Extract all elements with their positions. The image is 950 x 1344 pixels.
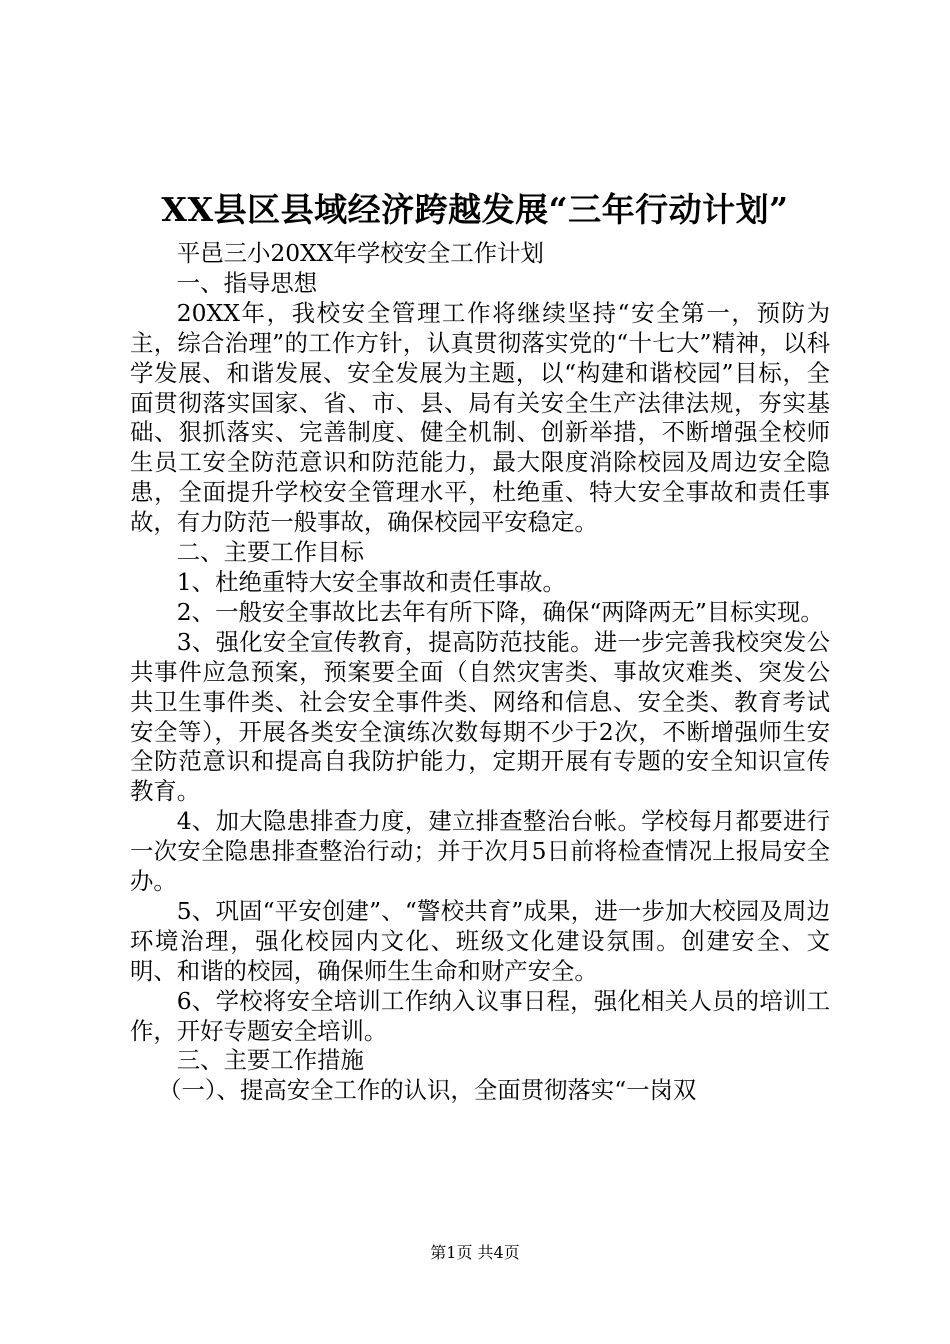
goal-item-4: 4、加大隐患排查力度，建立排查整治台帐。学校每月都要进行一次安全隐患排查整治行动；并于次月5日前将检查情况上报局安全办。 (130, 807, 830, 896)
plan-subtitle: 平邑三小20XX年学校安全工作计划 (176, 239, 544, 267)
goal-item-1: 1、杜绝重特大安全事故和责任事故。 (176, 567, 566, 596)
goal-item-5: 5、巩固“平安创建”、“警校共育”成果，进一步加大校园及周边环境治理，强化校园内文化、班级文化建设氛围。创建安全、文明、和谐的校园，确保师生生命和财产安全。 (130, 896, 830, 985)
document-title: XX县区县域经济跨越发展“三年行动计划” (161, 190, 789, 229)
section-heading-main-measures: 三、主要工作措施 (176, 1046, 364, 1075)
section-heading-guiding-ideology: 一、指导思想 (176, 268, 318, 297)
goal-item-2: 2、一般安全事故比去年有所下降，确保“两降两无”目标实现。 (176, 597, 824, 626)
paragraph-guiding-ideology: 20XX年，我校安全管理工作将继续坚持“安全第一，预防为主，综合治理”的工作方针，认真贯彻落实党的“十七大”精神，以科学发展、和谐发展、安全发展为主题，以“构建和谐校园”目标，全面贯彻落实国家、省、市、县、局有关安全生产法律法规，夯实基础、狠抓落实、完善制度、健全机制、创新举措，不断增强全校师生员工安全防范意识和防范能力，最大限度消除校园及周边安全隐患，全面提升学校安全管理水平，杜绝重、特大安全事故和责任事故，有力防范一般事故，确保校园平安稳定。 (130, 298, 830, 537)
measure-item-1: （一）、提高安全工作的认识，全面贯彻落实“一岗双 (158, 1076, 697, 1105)
document-body (130, 239, 830, 1106)
page-number-footer: 第1页 共4页 (430, 1243, 520, 1262)
goal-item-3: 3、强化安全宣传教育，提高防范技能。进一步完善我校突发公共事件应急预案，预案要全面（自然灾害类、事故灾难类、突发公共卫生事件类、社会安全事件类、网络和信息、安全类、教育考试安全等），开展各类安全演练次数每期不少于2次，不断增强师生安全防范意识和提高自我防护能力，定期开展有专题的安全知识宣传教育。 (130, 627, 830, 806)
section-heading-main-goals: 二、主要工作目标 (176, 538, 364, 567)
goal-item-6: 6、学校将安全培训工作纳入议事日程，强化相关人员的培训工作，开好专题安全培训。 (130, 986, 830, 1045)
